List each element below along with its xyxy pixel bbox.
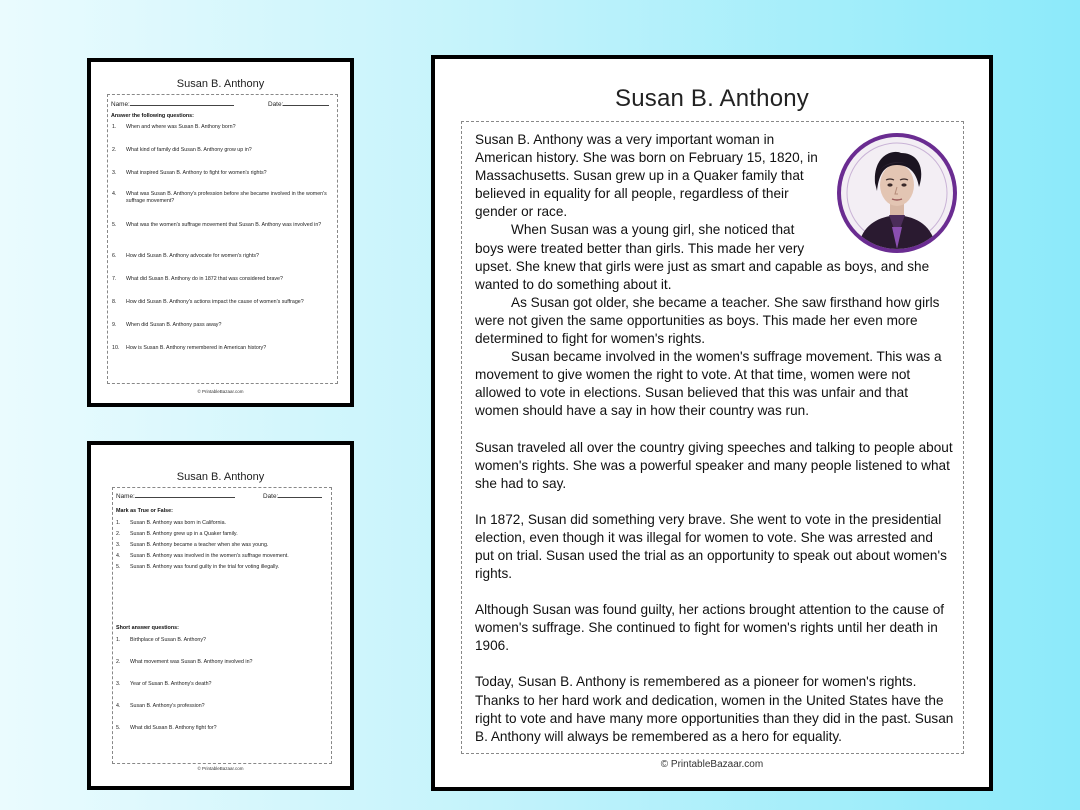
- item-text: What inspired Susan B. Anthony to fight for women's rights?: [126, 170, 267, 176]
- item-text: Susan B. Anthony's profession?: [130, 703, 205, 709]
- question-list: [112, 124, 334, 374]
- item-text: What kind of family did Susan B. Anthony grow up in?: [126, 147, 252, 153]
- item-number: 2.: [116, 531, 121, 537]
- item-text: Birthplace of Susan B. Anthony?: [130, 637, 206, 643]
- portrait-image: [835, 131, 959, 255]
- item-number: 5.: [116, 564, 121, 570]
- passage-paragraph-3: As Susan got older, she became a teacher. She saw firsthand how girls were not given the same opportunities as boys. This made her even more determined to fight for women's rights.: [475, 294, 940, 347]
- passage-footer: © PrintableBazaar.com: [660, 759, 764, 770]
- item-text: When did Susan B. Anthony pass away?: [126, 322, 222, 328]
- true-false-list: [116, 520, 328, 580]
- item-number: 1.: [112, 124, 117, 130]
- date-line: [263, 493, 322, 500]
- worksheet-questions-page: [87, 58, 354, 407]
- item-number: 3.: [112, 170, 117, 176]
- item-number: 4.: [116, 703, 121, 709]
- name-blank[interactable]: [135, 497, 235, 498]
- item-number: 1.: [116, 520, 121, 526]
- name-line: [111, 101, 234, 108]
- date-blank[interactable]: [283, 105, 329, 106]
- worksheet-content-box: [112, 487, 332, 764]
- true-false-heading: Mark as True or False:: [116, 508, 173, 514]
- date-blank[interactable]: [278, 497, 322, 498]
- instruction-heading: Answer the following questions:: [111, 113, 194, 119]
- passage-paragraph-1: Susan B. Anthony was a very important woman in American history. She was born on February 15, 1820, in Massachusetts. Susan grew up in a Quaker family that believed in equality for all people, regardless of their gender or race.: [475, 132, 818, 220]
- date-line: [268, 101, 329, 108]
- item-number: 3.: [116, 681, 121, 687]
- worksheet-true-false-page: [87, 441, 354, 790]
- item-text: How did Susan B. Anthony's actions impact the cause of women's suffrage?: [126, 299, 304, 305]
- item-text: What was the women's suffrage movement that Susan B. Anthony was involved in?: [126, 222, 322, 228]
- name-line: [116, 493, 235, 500]
- item-number: 1.: [116, 637, 121, 643]
- passage-title: Susan B. Anthony: [614, 85, 809, 112]
- item-number: 7.: [112, 276, 117, 282]
- passage-paragraph-7: Although Susan was found guilty, her actions brought attention to the cause of women's suffrage. She continued to fight for women's rights until her death in 1906.: [475, 602, 945, 654]
- item-text: How did Susan B. Anthony advocate for women's rights?: [126, 253, 259, 259]
- item-number: 5.: [112, 222, 117, 228]
- worksheet-footer: © PrintableBazaar.com: [197, 766, 244, 771]
- item-number: 5.: [116, 725, 121, 731]
- worksheet-title: Susan B. Anthony: [176, 78, 265, 90]
- item-text: Susan B. Anthony was involved in the women's suffrage movement.: [130, 553, 289, 559]
- passage-text: [475, 131, 955, 746]
- item-text: How is Susan B. Anthony remembered in American history?: [126, 345, 267, 351]
- passage-paragraph-4: Susan became involved in the women's suffrage movement. This was a movement to give women the right to vote. At that time, women were not allowed to vote in elections. Susan believed that this was unfair and that women should have a say in how their country was run.: [475, 349, 942, 419]
- worksheet-title: Susan B. Anthony: [176, 471, 265, 483]
- item-number: 3.: [116, 542, 121, 548]
- passage-paragraph-8: Today, Susan B. Anthony is remembered as a pioneer for women's rights. Thanks to her hard work and dedication, women in the United States have the right to vote and have many more opportunities than they did in the past. Susan B. Anthony will always be remembered as a hero for equality.: [475, 674, 954, 744]
- item-text: What did Susan B. Anthony do in 1872 that was considered brave?: [126, 276, 283, 282]
- item-text: Susan B. Anthony was born in California.: [130, 520, 226, 526]
- name-label: Name:: [116, 493, 135, 500]
- item-text: What was Susan B. Anthony's profession before she became involved in the women's suffrage movement?: [126, 191, 327, 204]
- passage-paragraph-5: Susan traveled all over the country giving speeches and talking to people about women's rights. She was a powerful speaker and many people listened to what she had to say.: [475, 439, 953, 491]
- passage-box: [461, 121, 964, 754]
- item-number: 2.: [116, 659, 121, 665]
- date-label: Date:: [268, 101, 284, 108]
- item-text: When and where was Susan B. Anthony born?: [126, 124, 236, 130]
- name-label: Name:: [111, 101, 130, 108]
- worksheet-footer: © PrintableBazaar.com: [197, 389, 244, 394]
- passage-paragraph-6: In 1872, Susan did something very brave. She went to vote in the presidential election, even though it was illegal for women to vote. She was arrested and put on trial. Susan used the trial as an opportunity to speak out about women's rights.: [475, 511, 947, 582]
- item-number: 10.: [112, 345, 120, 351]
- item-text: Year of Susan B. Anthony's death?: [130, 681, 212, 687]
- reading-passage-page: [431, 55, 993, 791]
- item-number: 4.: [116, 553, 121, 559]
- item-text: Susan B. Anthony was found guilty in the trial for voting illegally.: [130, 564, 280, 570]
- item-number: 2.: [112, 147, 117, 153]
- name-blank[interactable]: [130, 105, 234, 106]
- short-answer-heading: Short answer questions:: [116, 625, 179, 631]
- item-number: 4.: [112, 191, 117, 197]
- item-number: 6.: [112, 253, 117, 259]
- item-text: Susan B. Anthony became a teacher when she was young.: [130, 542, 269, 548]
- item-text: What movement was Susan B. Anthony involved in?: [130, 659, 253, 665]
- item-text: Susan B. Anthony grew up in a Quaker family.: [130, 531, 238, 537]
- passage-paragraph-2: When Susan was a young girl, she noticed that boys were treated better than girls. This made her very upset. She knew that girls were just as smart and capable as boys, and she wanted to do something about it.: [475, 222, 930, 292]
- item-text: What did Susan B. Anthony fight for?: [130, 725, 217, 731]
- item-number: 8.: [112, 299, 117, 305]
- date-label: Date:: [263, 493, 279, 500]
- item-number: 9.: [112, 322, 117, 328]
- short-answer-list: [116, 637, 328, 737]
- worksheet-content-box: [107, 94, 338, 384]
